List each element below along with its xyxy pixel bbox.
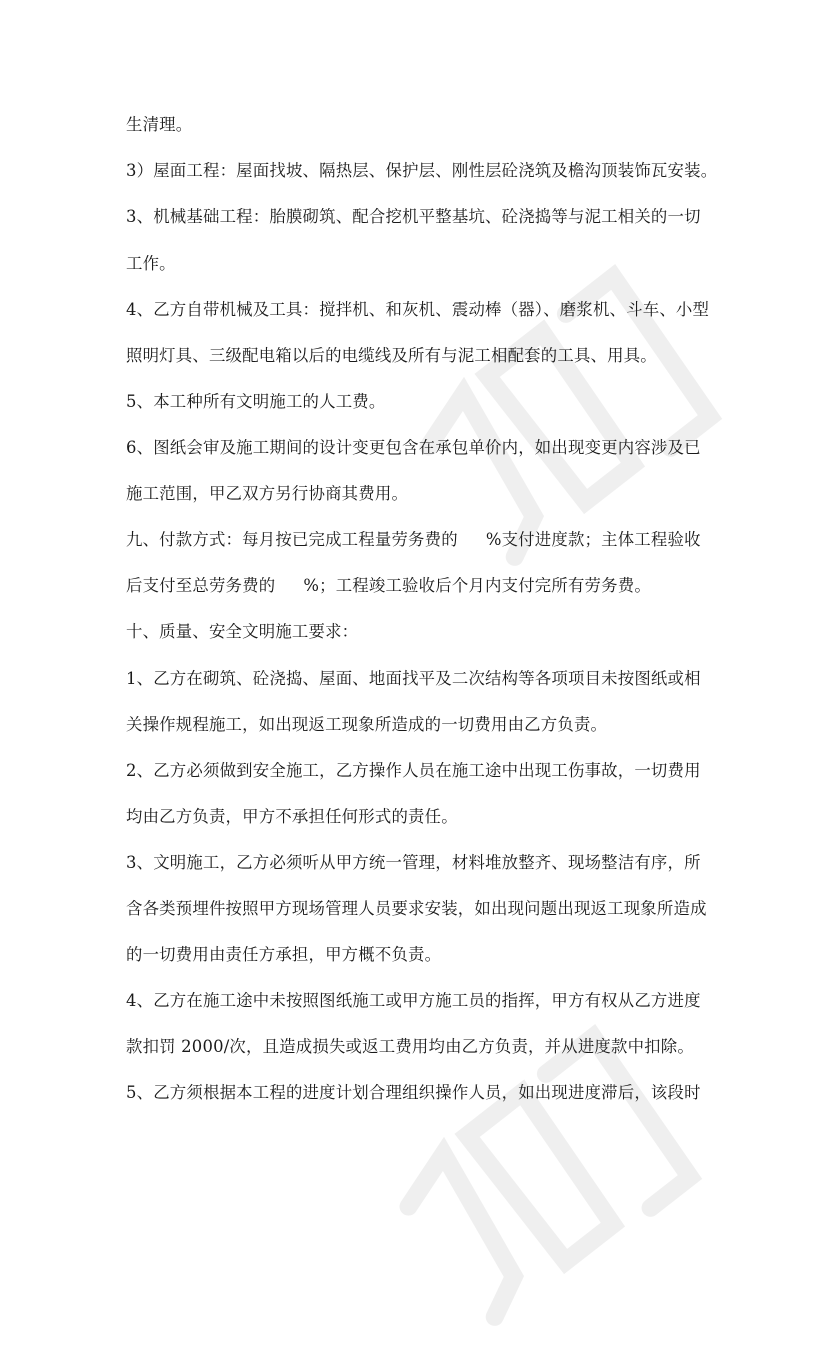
text-line-19: 的一切费用由责任方承担，甲方概不负责。	[126, 945, 442, 964]
payment-text-part-3: 后支付至总劳务费的	[126, 576, 276, 595]
text-line-5: 4、乙方自带机械及工具：搅拌机、和灰机、震动棒（器）、磨浆机、斗车、小型	[126, 300, 710, 319]
text-line-16: 均由乙方负责，甲方不承担任何形式的责任。	[126, 807, 458, 826]
payment-text-part-2: %支付进度款；主体工程验收	[485, 530, 701, 549]
text-line-6: 照明灯具、三级配电箱以后的电缆线及所有与泥工相配套的工具、用具。	[126, 346, 657, 365]
text-line-7: 5、本工种所有文明施工的人工费。	[126, 392, 386, 411]
text-line-15: 2、乙方必须做到安全施工，乙方操作人员在施工途中出现工伤事故，一切费用	[126, 761, 701, 780]
payment-text-part-1: 九、付款方式：每月按已完成工程量劳务费的	[126, 530, 458, 549]
text-line-10	[126, 529, 701, 551]
text-line-18: 含各类预埋件按照甲方现场管理人员要求安装，如出现问题出现返工现象所造成	[126, 899, 707, 918]
text-line-1: 生清理。	[126, 115, 193, 134]
text-line-21: 款扣罚 2000/次，且造成损失或返工费用均由乙方负责，并从进度款中扣除。	[126, 1037, 694, 1056]
text-line-14: 关操作规程施工，如出现返工现象所造成的一切费用由乙方负责。	[126, 715, 608, 734]
text-line-4: 工作。	[126, 254, 176, 273]
text-line-8: 6、图纸会审及施工期间的设计变更包含在承包单价内，如出现变更内容涉及已	[126, 438, 701, 457]
text-line-13: 1、乙方在砌筑、砼浇捣、屋面、地面找平及二次结构等各项项目未按图纸或相	[126, 669, 701, 688]
text-line-20: 4、乙方在施工途中未按照图纸施工或甲方施工员的指挥，甲方有权从乙方进度	[126, 991, 701, 1010]
text-line-2: 3）屋面工程：屋面找坡、隔热层、保护层、刚性层砼浇筑及檐沟顶装饰瓦安装。	[126, 161, 718, 180]
text-line-11	[126, 575, 651, 597]
payment-text-part-4: %；工程竣工验收后个月内支付完所有劳务费。	[303, 576, 651, 595]
text-line-17: 3、文明施工，乙方必须听从甲方统一管理，材料堆放整齐、现场整洁有序，所	[126, 853, 701, 872]
text-line-12: 十、质量、安全文明施工要求：	[126, 622, 359, 641]
text-line-22: 5、乙方须根据本工程的进度计划合理组织操作人员，如出现进度滞后，该段时	[126, 1083, 701, 1102]
text-line-9: 施工范围，甲乙双方另行协商其费用。	[126, 484, 409, 503]
text-line-3: 3、机械基础工程：胎膜砌筑、配合挖机平整基坑、砼浇捣等与泥工相关的一切	[126, 207, 701, 226]
